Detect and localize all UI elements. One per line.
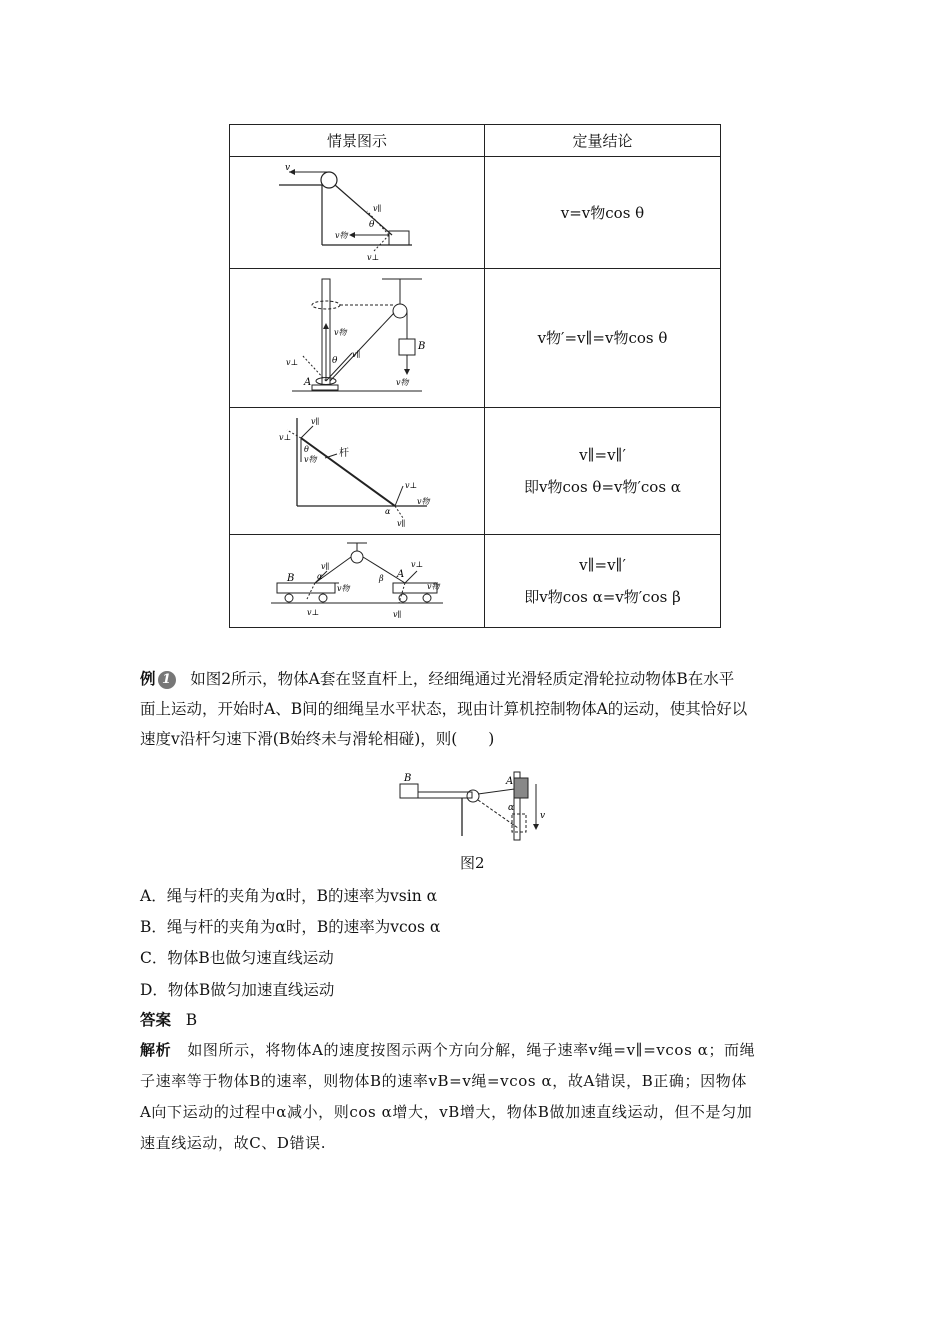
option-c: C．物体B也做匀速直线运动 bbox=[140, 949, 334, 967]
label-A: A bbox=[304, 377, 312, 388]
label-v-par-2: v∥ bbox=[397, 518, 406, 528]
example-text-2: 面上运动，开始时A、B间的细绳呈水平状态，现由计算机控制物体A的运动，使其恰好以 bbox=[140, 700, 748, 718]
option-a: A．绳与杆的夹角为α时，B的速率为vsin α bbox=[140, 887, 438, 905]
analysis-text-3: A向下运动的过程中α减小，则cos α增大，vB增大，物体B做加速直线运动，但不是匀加 bbox=[140, 1103, 753, 1121]
scene-figure-1 bbox=[230, 157, 485, 269]
example-label: 例 bbox=[140, 669, 156, 688]
scene-figure-2 bbox=[230, 269, 485, 408]
option-d: D．物体B做匀加速直线运动 bbox=[140, 981, 335, 999]
label-v-obj: v物 bbox=[337, 584, 350, 593]
conclusion-4 bbox=[485, 535, 721, 628]
scene-figure-3 bbox=[230, 408, 485, 535]
analysis-text-1: 如图所示，将物体A的速度按图示两个方向分解，绳子速率v绳=v∥=vcos α；而绳 bbox=[187, 1041, 756, 1059]
conclusion-1-line1: v=v物cos θ bbox=[560, 203, 645, 222]
two-carts-diagram bbox=[267, 539, 447, 623]
analysis-text-2: 子速率等于物体B的速率，则物体B的速率vB=v绳=vcos α，故A错误，B正确；因物体 bbox=[140, 1072, 747, 1090]
label-v-par: v∥ bbox=[311, 416, 320, 426]
answer-value: B bbox=[185, 1011, 198, 1029]
label-v-perp: v⊥ bbox=[307, 608, 320, 617]
sliding-rod-diagram bbox=[277, 414, 437, 529]
conclusion-4-line2: 即v物cos α=v物′cos β bbox=[524, 588, 681, 606]
label-v-obj: v物 bbox=[335, 230, 348, 240]
rod-pulley-block-diagram bbox=[282, 273, 432, 403]
fig2-label-v: v bbox=[540, 811, 546, 821]
analysis-label: 解析 bbox=[140, 1041, 172, 1059]
label-v-par-2: v∥ bbox=[393, 610, 402, 619]
label-v-perp-2: v⊥ bbox=[411, 560, 424, 569]
label-A: A bbox=[397, 569, 405, 580]
label-v-obj-2: v物 bbox=[427, 582, 440, 591]
header-scene: 情景图示 bbox=[230, 125, 485, 157]
conclusion-4-line1: v∥=v∥′ bbox=[579, 556, 626, 574]
fig2-label-B: B bbox=[404, 773, 412, 784]
label-rod: 杆 bbox=[339, 447, 349, 459]
label-v-perp: v⊥ bbox=[286, 358, 299, 367]
pulley-boat-diagram bbox=[277, 163, 437, 263]
label-v-perp-2: v⊥ bbox=[405, 480, 418, 490]
label-theta: θ bbox=[369, 219, 375, 230]
label-v-perp: v⊥ bbox=[279, 432, 292, 442]
conclusion-3-line2: 即v物cos θ=v物′cos α bbox=[524, 478, 681, 496]
example-question bbox=[140, 664, 812, 754]
example-number-badge: 1 bbox=[158, 671, 176, 689]
label-B: B bbox=[418, 341, 426, 352]
situation-table bbox=[229, 124, 721, 628]
label-v-par: v∥ bbox=[373, 203, 382, 213]
label-v: v bbox=[285, 162, 291, 173]
label-theta: θ bbox=[332, 356, 338, 366]
label-v-obj: v物 bbox=[304, 454, 317, 464]
label-v-obj-2: v物 bbox=[417, 496, 430, 506]
label-v-obj-b: v物 bbox=[396, 378, 409, 387]
label-v-perp: v⊥ bbox=[367, 252, 380, 262]
label-alpha: α bbox=[317, 572, 323, 581]
answer-label: 答案 bbox=[140, 1010, 172, 1029]
analysis bbox=[140, 1035, 812, 1159]
label-alpha: α bbox=[385, 506, 391, 516]
conclusion-1 bbox=[485, 157, 721, 269]
label-v-par: v∥ bbox=[352, 350, 361, 359]
header-conclusion: 定量结论 bbox=[485, 125, 721, 157]
conclusion-3 bbox=[485, 408, 721, 535]
option-b: B．绳与杆的夹角为α时，B的速率为vcos α bbox=[140, 918, 441, 936]
fig2-label-alpha: α bbox=[508, 803, 515, 813]
analysis-text-4: 速直线运动，故C、D错误. bbox=[140, 1134, 327, 1152]
scene-figure-4 bbox=[230, 535, 485, 628]
label-B: B bbox=[287, 573, 295, 584]
figure-caption: 图2 bbox=[460, 854, 485, 872]
conclusion-2 bbox=[485, 269, 721, 408]
label-beta: β bbox=[379, 574, 384, 583]
figure-2-diagram bbox=[398, 770, 554, 842]
conclusion-3-line1: v∥=v∥′ bbox=[579, 446, 626, 464]
label-v-par: v∥ bbox=[321, 562, 330, 571]
example-text-1: 如图2所示，物体A套在竖直杆上，经细绳通过光滑轻质定滑轮拉动物体B在水平 bbox=[190, 670, 735, 688]
example-text-3: 速度v沿杆匀速下滑(B始终未与滑轮相碰)，则( ) bbox=[140, 730, 495, 748]
label-theta: θ bbox=[304, 444, 309, 454]
conclusion-2-line1: v物′=v∥=v物cos θ bbox=[537, 329, 668, 347]
fig2-label-A: A bbox=[506, 776, 514, 787]
example-line-1 bbox=[140, 664, 812, 694]
answer-line bbox=[140, 1008, 197, 1030]
analysis-line-1 bbox=[140, 1035, 812, 1066]
label-v-obj: v物 bbox=[334, 328, 347, 337]
